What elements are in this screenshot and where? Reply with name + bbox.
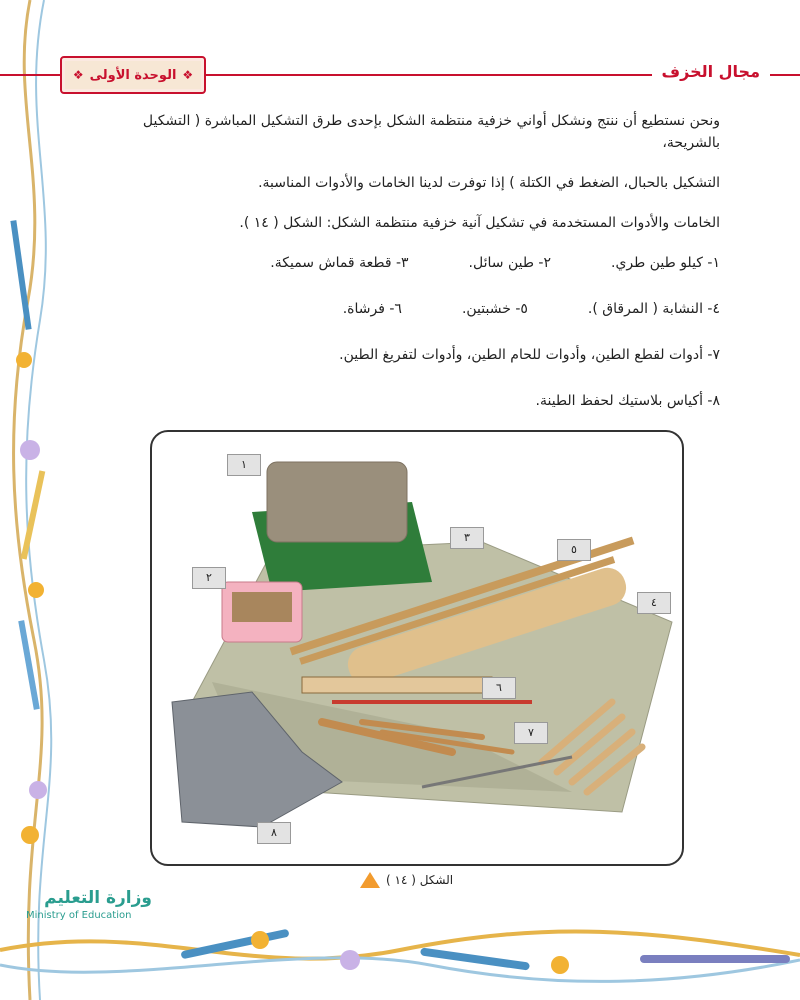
unit-badge (60, 56, 206, 94)
items-row-1 (100, 252, 720, 274)
intro-line-2: التشكيل بالحبال، الضغط في الكتلة ) إذا توفرت لدينا الخامات والأدوات المناسبة. (258, 175, 720, 191)
ministry-logo: وزارة التعليم (44, 888, 152, 908)
figure-label-1: ١ (227, 454, 261, 476)
decorative-left-border (0, 0, 64, 1000)
item-2: ٢- طين سائل. (468, 255, 551, 271)
caption-text: الشكل ( ١٤ ) (386, 873, 454, 887)
item-6: ٦- فرشاة. (342, 301, 402, 317)
item-7: ٧- أدوات لقطع الطين، وأدوات للحام الطين، وأدوات لتفريغ الطين. (339, 347, 720, 363)
decorative-bottom-border (0, 910, 800, 1000)
materials-illustration (152, 432, 682, 864)
body-text (100, 110, 720, 436)
figure-label-7: ٧ (514, 722, 548, 744)
figure-label-3: ٣ (450, 527, 484, 549)
item-4: ٤- النشابة ( المرقاق ). (587, 301, 720, 317)
figure-caption (360, 872, 453, 888)
figure-label-5: ٥ (557, 539, 591, 561)
section-title: مجال الخزف (652, 62, 770, 81)
items-row-2 (100, 298, 720, 320)
ministry-logo-subtitle: Ministry of Education (26, 910, 132, 921)
figure-label-4: ٤ (637, 592, 671, 614)
triangle-icon (360, 872, 380, 888)
figure-label-6: ٦ (482, 677, 516, 699)
item-3: ٣- قطعة قماش سميكة. (270, 255, 409, 271)
item-1: ١- كيلو طين طري. (611, 255, 720, 271)
item-8: ٨- أكياس بلاستيك لحفظ الطينة. (535, 393, 720, 409)
figure-label-8: ٨ (257, 822, 291, 844)
materials-figure (150, 430, 684, 866)
item-5: ٥- خشبتين. (461, 301, 528, 317)
unit-badge-label: ❖ الوحدة الأولى (89, 67, 177, 83)
figure-label-2: ٢ (192, 567, 226, 589)
materials-intro: الخامات والأدوات المستخدمة في تشكيل آنية خزفية منتظمة الشكل: الشكل ( ١٤ ). (239, 215, 720, 231)
intro-line-1: ونحن نستطيع أن ننتج ونشكل أواني خزفية منتظمة الشكل بإحدى طرق التشكيل المباشرة ( التشكيل بالشريحة، (142, 113, 720, 151)
